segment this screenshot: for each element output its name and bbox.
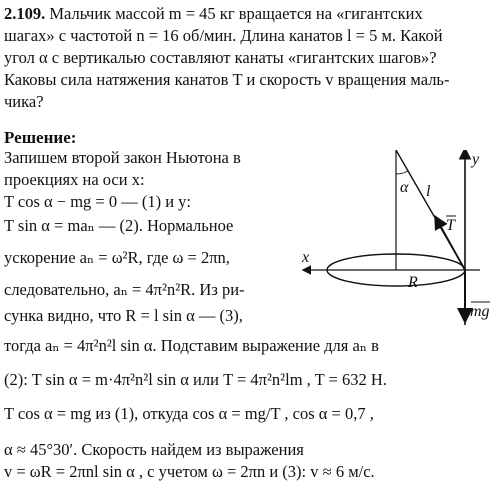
- solution-line-5: ускорение aₙ = ω²R, где ω = 2πn,: [4, 248, 230, 267]
- problem-line-3: угол α с вертикалью составляют канаты «гигантских шагов»?: [4, 48, 437, 67]
- solution-line-8: тогда aₙ = 4π²n²l sin α. Подставим выражение для aₙ в: [4, 336, 379, 355]
- label-l: l: [426, 183, 431, 200]
- label-R: R: [408, 274, 418, 291]
- label-T: T: [446, 217, 455, 234]
- problem-line-4: Каковы сила натяжения канатов T и скорость v вращения маль-: [4, 70, 450, 89]
- solution-line-7: сунка видно, что R = l sin α — (3),: [4, 306, 243, 325]
- solution-line-1: Запишем второй закон Ньютона в: [4, 148, 241, 167]
- label-y: y: [472, 151, 480, 168]
- solution-line-10: T cos α = mg из (1), откуда cos α = mg/T , cos α = 0,7 ,: [4, 404, 374, 423]
- label-x: x: [302, 249, 310, 266]
- alpha-arc: [396, 171, 408, 174]
- solution-line-9: (2): T sin α = m·4π²n²l sin α или T = 4π²n²lm , T = 632 Н.: [4, 370, 387, 389]
- label-alpha: α: [400, 179, 409, 196]
- solution-line-11: α ≈ 45°30′. Скорость найдем из выражения: [4, 440, 304, 459]
- solution-line-4: T sin α = maₙ — (2). Нормальное: [4, 216, 234, 235]
- problem-line-2: шагах» с частотой n = 16 об/мин. Длина канатов l = 5 м. Какой: [4, 26, 443, 45]
- solution-line-2: проекциях на оси x:: [4, 170, 145, 189]
- problem-text-1: Мальчик массой m = 45 кг вращается на «гигантских: [49, 4, 423, 23]
- problem-line-1: [4, 4, 423, 24]
- solution-line-6: следовательно, aₙ = 4π²n²R. Из ри-: [4, 280, 245, 299]
- label-mg: mg: [470, 303, 490, 320]
- solution-line-12: v = ωR = 2πnl sin α , с учетом ω = 2πn и (3): v ≈ 6 м/с.: [4, 462, 375, 481]
- problem-line-5: чика?: [4, 92, 44, 111]
- solution-heading: Решение:: [4, 128, 77, 147]
- solution-line-3: T cos α − mg = 0 — (1) и y:: [4, 192, 192, 211]
- figure-diagram: [300, 150, 496, 330]
- problem-number: 2.109.: [4, 4, 46, 23]
